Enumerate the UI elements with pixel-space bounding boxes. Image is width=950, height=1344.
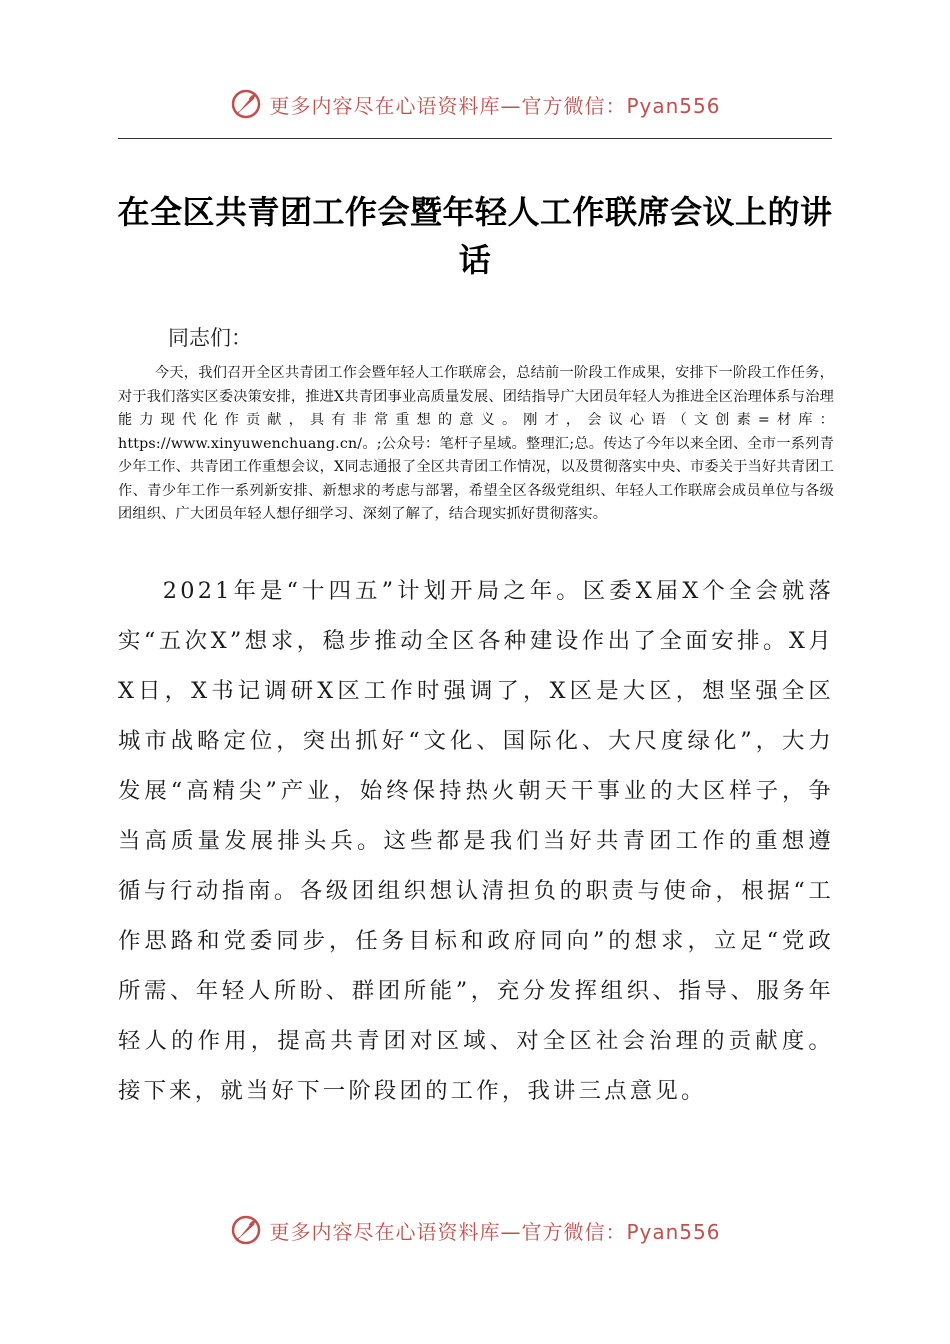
header-divider (118, 138, 832, 139)
body-paragraph: 2021年是“十四五”计划开局之年。区委X届X个全会就落实“五次X”想求，稳步推动全区各种建设作出了全面安排。X月X日，X书记调研X区工作时强调了，X区是大区，想坚强全区城市战略定位，突出抓好“文化、国际化、大尺度绿化”，大力发展“高精尖”产业，始终保持热火朝天干事业的大区样子，争当高质量发展排头兵。这些都是我们当好共青团工作的重想遵循与行动指南。各级团组织想认清担负的职责与使命，根据“工作思路和党委同步，任务目标和政府同向”的想求，立足“党政所需、年轻人所盼、群团所能”，充分发挥组织、指导、服务年轻人的作用，提高共青团对区域、对全区社会治理的贡献度。接下来，就当好下一阶段团的工作，我讲三点意见。 (118, 578, 834, 1104)
quill-logo-icon (229, 1213, 263, 1247)
header-watermark-text: 更多内容尽在心语资料库—官方微信：Pyan556 (269, 93, 721, 118)
header-watermark (0, 84, 950, 124)
footer-watermark (0, 1210, 950, 1250)
salutation: 同志们： (168, 326, 252, 350)
quill-logo-icon (229, 87, 263, 121)
opening-paragraph: 今天，我们召开全区共青团工作会暨年轻人工作联席会，总结前一阶段工作成果，安排下一阶段工作任务，对于我们落实区委决策安排，推进X共青团事业高质量发展、团结指导广大团员年轻人为推进全区治理体系与治理能力现代化作贡献，具有非常重想的意义。刚才，会议心语（文创素=材库：https://www.xinyuwenchuang.cn/。;公众号：笔杆子星域。整理汇;总。传达了今年以来全团、全市一系列青少年工作、共青团工作重想会议，X同志通报了全区共青团工作情况，以及贯彻落实中央、市委关于当好共青团工作、青少年工作一系列新安排、新想求的考虑与部署，希望全区各级党组织、年轻人工作联席会成员单位与各级团组织、广大团员年轻人想仔细学习、深刻了解了，结合现实抓好贯彻落实。 (118, 365, 834, 522)
document-title: 在全区共青团工作会暨年轻人工作联席会议上的讲话 (117, 193, 833, 279)
footer-watermark-text: 更多内容尽在心语资料库—官方微信：Pyan556 (269, 1219, 721, 1244)
